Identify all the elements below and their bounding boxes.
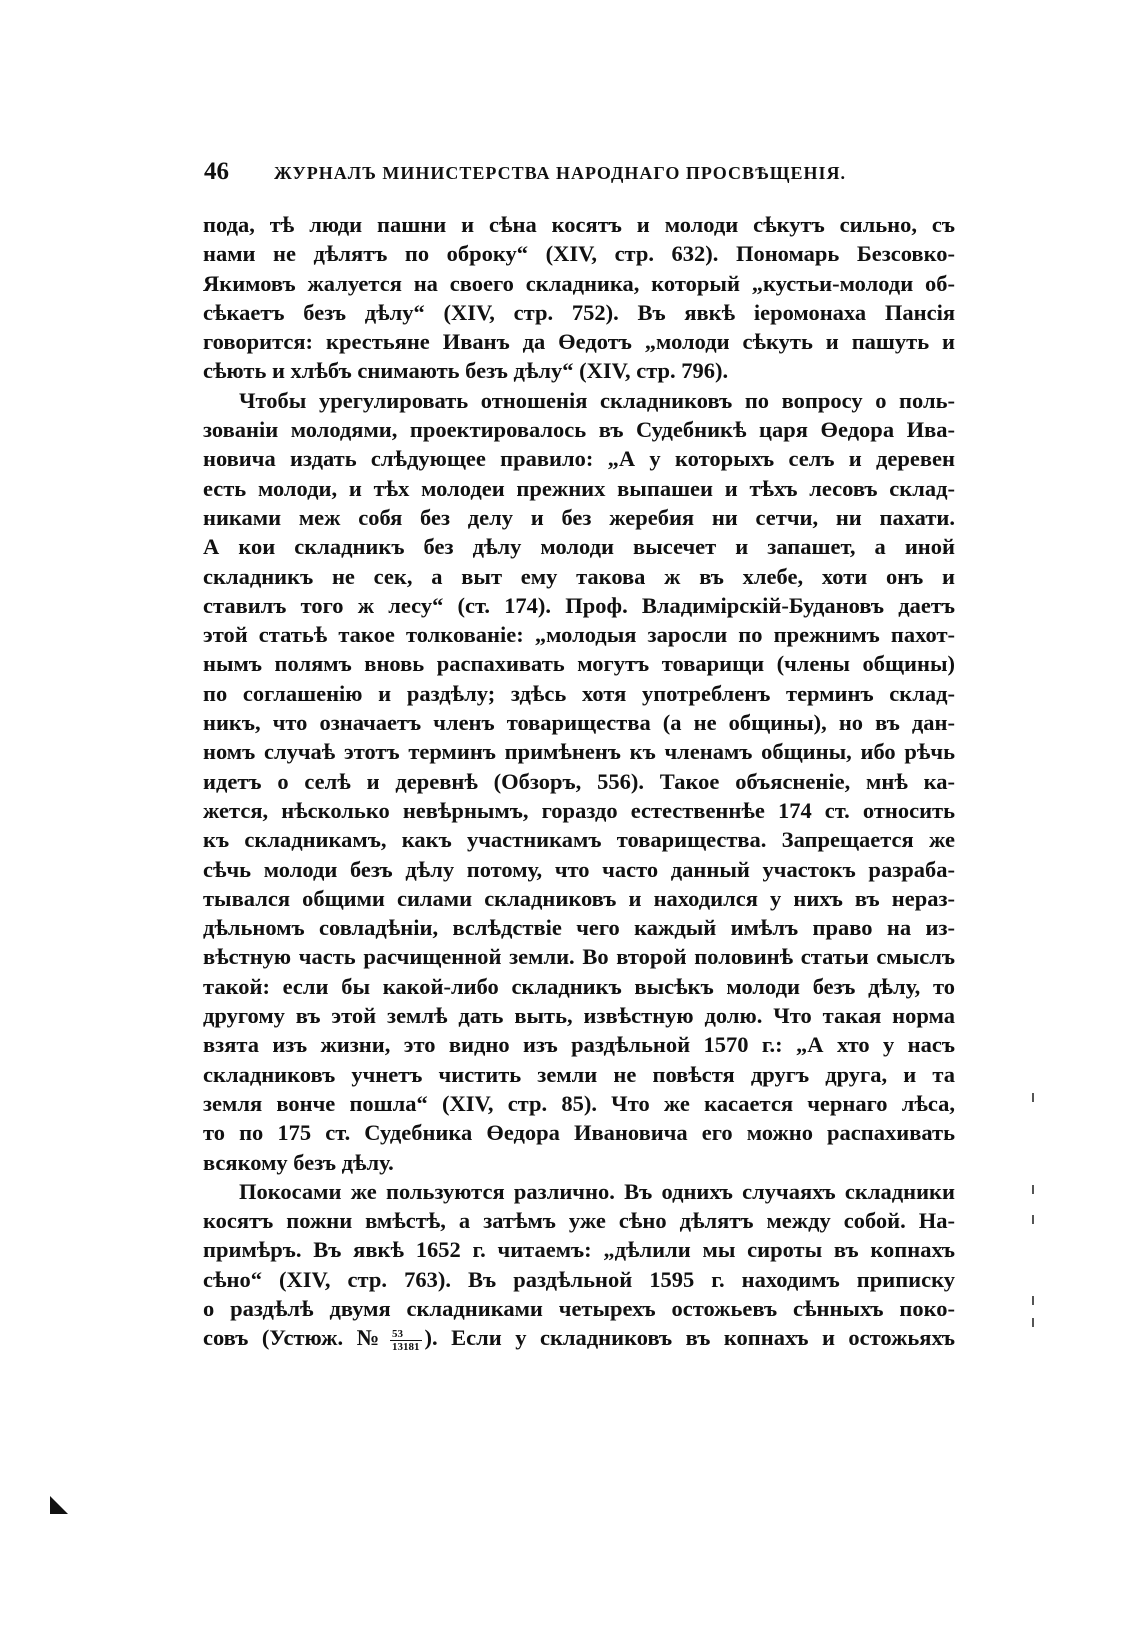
text-line: жется, нѣсколько невѣрнымъ, гораздо естественнѣе 174 ст. относить [203,797,955,823]
text-line: Чтобы урегулировать отношенія складниковъ по вопросу о поль- [239,387,955,413]
running-title: ЖУРНАЛЪ МИНИСТЕРСТВА НАРОДНАГО ПРОСВѢЩЕНІЯ. [274,163,847,183]
text-line: примѣръ. Въ явкѣ 1652 г. читаемъ: „дѣлили мы сироты въ копнахъ [203,1237,955,1263]
text-line: новича издать слѣдующее правило: „А у которыхъ селъ и деревен [203,446,955,472]
line-text-after: ). Если у складниковъ въ копнахъ и остожьяхъ [424,1325,955,1351]
text-line: косятъ пожни вмѣстѣ, а затѣмъ уже сѣно дѣлятъ между собой. На- [203,1208,955,1234]
archive-fraction [390,1328,422,1353]
text-line: идетъ о селѣ и деревнѣ (Обзоръ, 556). Такое объясненіе, мнѣ ка- [203,768,955,794]
text-line: говорится: крестьяне Иванъ да Өедотъ „молоди сѣкуть и пашуть и [203,329,955,355]
text-line: никами меж собя без делу и без жеребия ни сетчи, ни пахати. [203,504,955,530]
text-line: взята изъ жизни, это видно изъ раздѣльной 1570 г.: „А хто у насъ [203,1032,955,1058]
text-line: нами не дѣлятъ по оброку“ (XIV, стр. 632). Пономарь Безсовко- [203,241,955,267]
text-line-with-fraction [203,1323,955,1352]
text-line: пода, тѣ люди пашни и сѣна косятъ и молоди сѣкутъ сильно, съ [203,212,955,237]
scan-edge-mark [1032,1185,1034,1194]
page-number: 46 [204,158,229,185]
text-line: такой: если бы какой-либо складникъ высѣкъ молоди безъ дѣлу, то [203,973,955,999]
text-line: сѣно“ (XIV, стр. 763). Въ раздѣльной 1595 г. находимъ приписку [203,1266,955,1292]
text-line: другому въ этой землѣ дать выть, извѣстную долю. Что такая норма [203,1003,955,1029]
text-line: А кои складникъ без дѣлу молоди высечет и запашет, а иной [203,534,955,560]
text-line: дѣльномъ совладѣніи, вслѣдствіе чего каждый имѣлъ право на из- [203,915,955,941]
paragraph-2 [203,386,955,1177]
text-line: по соглашенію и раздѣлу; здѣсь хотя употребленъ терминъ склад- [203,680,955,706]
scan-edge-mark [1032,1296,1034,1305]
text-line: вѣстную часть расчищенной земли. Во второй половинѣ статьи смыслъ [203,944,955,970]
body-text [203,210,955,1353]
fraction-denominator: 13181 [392,1340,420,1353]
scan-edge-mark [1032,1215,1034,1224]
text-line: есть молоди, и тѣх молодеи прежних выпашеи и тѣхъ лесовъ склад- [203,475,955,501]
text-line: земля вонче пошла“ (XIV, стр. 85). Что же касается чернаго лѣса, [203,1090,955,1116]
text-line: Якимовъ жалуется на своего складника, который „кустьи-молоди об- [203,270,955,296]
text-line: то по 175 ст. Судебника Өедора Ивановича его можно распахивать [203,1120,955,1146]
text-line: Покосами же пользуются различно. Въ однихъ случаяхъ складники [239,1178,955,1204]
scan-edge-mark [1032,1093,1034,1102]
text-line: ставилъ того ж лесу“ (ст. 174). Проф. Владимірскій-Будановъ даетъ [203,592,955,618]
paragraph-1 [203,210,955,386]
text-line: никъ, что означаетъ членъ товарищества (а не общины), но въ дан- [203,710,955,736]
fraction-numerator: 53 [390,1328,422,1341]
text-line: складникъ не сек, а выт ему такова ж въ хлебе, хоти онъ и [203,563,955,589]
text-line: о раздѣлѣ двумя складниками четырехъ остожьевъ сѣнныхъ поко- [203,1295,955,1321]
text-line: тывался общими силами складниковъ и находился у нихъ въ нераз- [203,885,955,911]
text-line: складниковъ учнетъ чистить земли не повѣстя другъ друга, и та [203,1061,955,1087]
text-line: сѣють и хлѣбъ снимають безъ дѣлу“ (XIV, стр. 796). [203,358,729,384]
text-line: этой статьѣ такое толкованіе: „молодыя заросли по прежнимъ пахот- [203,622,955,648]
text-line: номъ случаѣ этотъ терминъ примѣненъ къ членамъ общины, ибо рѣчь [203,739,955,765]
paragraph-3 [203,1177,955,1353]
text-line: зованіи молодями, проектировалось въ Судебникѣ царя Өедора Ива- [203,417,955,443]
page-header [204,158,964,192]
text-line: сѣчь молоди безъ дѣлу потому, что часто данный участокъ разраба- [203,856,955,882]
text-line: сѣкаетъ безъ дѣлу“ (XIV, стр. 752). Въ явкѣ іеромонаха Пансія [203,299,955,325]
line-text-before: совъ (Устюж. № [203,1325,388,1351]
scan-corner-mark [50,1496,68,1514]
scan-edge-mark [1032,1318,1034,1327]
text-line: всякому безъ дѣлу. [203,1149,394,1175]
text-line: къ складникамъ, какъ участникамъ товарищества. Запрещается же [203,827,955,853]
text-line: нымъ полямъ вновь распахивать могутъ товарищи (члены общины) [203,651,955,677]
